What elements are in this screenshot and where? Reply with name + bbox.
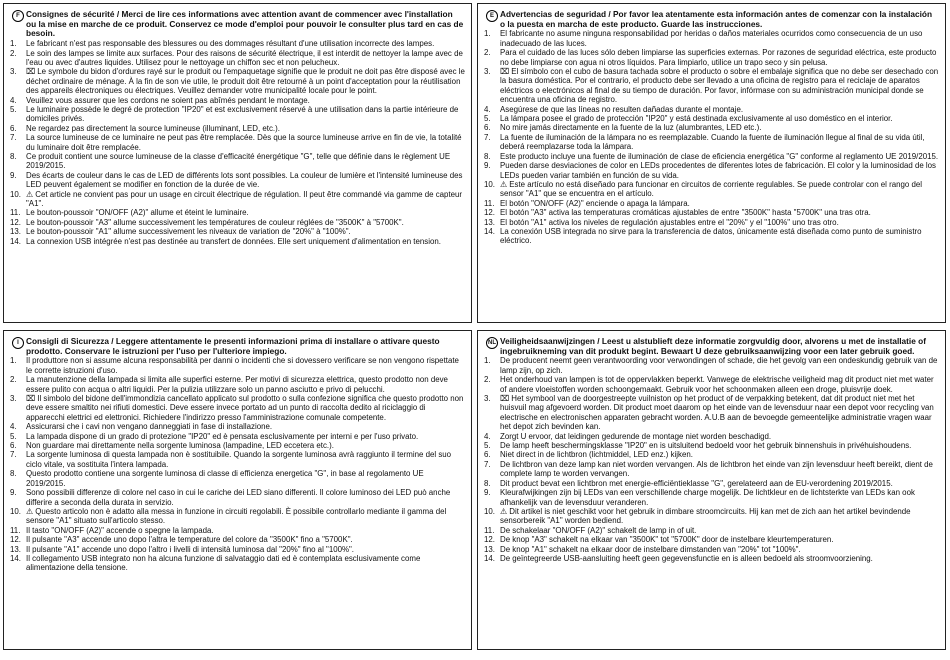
instruction-item <box>10 488 465 507</box>
item-number: 12. <box>484 535 495 545</box>
item-number: 13. <box>10 544 21 554</box>
item-number: 3. <box>10 394 17 404</box>
instruction-item <box>10 422 465 431</box>
item-number: 7. <box>10 450 17 460</box>
item-number: 11. <box>10 525 21 535</box>
instruction-item <box>484 535 939 544</box>
item-text: ⌧ El símbolo con el cubo de basura tachada sobre el producto o sobre el embalaje significa que no debe ser desechado con la basura doméstica. Por el contrario, el producto debe ser llevado a una oficina de registro para el reciclaje de aparatos eléctricos o electrónicos al final de su tiempo de duración. Por favor, infórmase con su administración municipal donde se encuentra una oficina de registro. <box>500 67 939 105</box>
language-badge-icon: I <box>12 337 24 349</box>
instruction-list <box>484 356 939 563</box>
item-text: El botón "ON/OFF (A2)" enciende o apaga la lámpara. <box>500 198 690 208</box>
item-text: Este producto incluye una fuente de iluminación de clase de eficiencia energética "G" conforme al reglamento UE 2019/2015. <box>500 151 939 161</box>
instruction-item <box>10 450 465 469</box>
panel-header-text: Veiligheidsaanwijzingen / Leest u alstublieft deze informatie zorgvuldig door, alvorens u met de installatie of ingebruikneming van dit produkt begint. Bewaart U deze gebruiksaanwijzing voor een later gebruik goed. <box>500 336 926 356</box>
instruction-item <box>484 356 939 375</box>
instruction-item <box>484 554 939 563</box>
language-badge-icon: NL <box>486 337 498 349</box>
item-number: 4. <box>10 422 17 432</box>
item-text: De geïntegreerde USB-aansluiting heeft geen gegevensfunctie en is alleen bedoeld als stroomvoorziening. <box>500 553 873 563</box>
item-text: La fuente de iluminación de la lámpara no es reemplazable. Cuando la fuente de iluminación llegue al final de su vida útil, deberá reemplazarse toda la lámpara. <box>500 132 925 152</box>
instruction-item <box>10 237 465 246</box>
item-text: Para el cuidado de las luces sólo deben limpiarse las superficies externas. Por razones de seguridad eléctrica, este producto no debe limpiarse con agua ni otros líquidos. Para limpiarlo, utilice un trapo seco y sin pelusa. <box>500 48 937 67</box>
item-text: Het onderhoud van lampen is tot de oppervlakken beperkt. Vanwege de elektrische veiligheid mag dit product niet met water of andere vloeistoffen worden schoongemaakt. Gebruik voor het schoonmaken alleen een droge, pluisvrije doek. <box>500 375 934 394</box>
instruction-item <box>484 105 939 114</box>
item-text: El fabricante no asume ninguna responsabilidad por heridas o daños materiales ocurridos como consecuencia de un uso inadecuado de las luces. <box>500 29 923 48</box>
item-text: Il tasto "ON/OFF (A2)" accende o spegne la lampada. <box>26 525 214 535</box>
panel-header <box>484 10 939 29</box>
instruction-item <box>10 208 465 217</box>
instruction-item <box>10 432 465 441</box>
item-text: Pueden darse desviaciones de color en LEDs procedentes de diferentes lotes de fabricación. El color y la luminosidad de los LEDs pueden variar también en función de su vida. <box>500 161 936 180</box>
item-number: 2. <box>10 48 17 58</box>
instruction-list <box>484 29 939 245</box>
instruction-item <box>10 356 465 375</box>
item-number: 14. <box>10 553 21 563</box>
instruction-item <box>484 227 939 246</box>
instruction-item <box>10 39 465 48</box>
item-number: 9. <box>484 161 491 171</box>
item-number: 13. <box>484 544 495 554</box>
instruction-item <box>484 479 939 488</box>
instruction-item <box>484 375 939 394</box>
item-text: Dit product bevat een lichtbron met energie-efficiëntieklasse "G", gerelateerd aan de EU-verordening 2019/2015. <box>500 478 893 488</box>
item-number: 13. <box>10 227 21 237</box>
item-text: De producent neemt geen verantwoording voor verwondingen of schade, die het gevolg van een ondeskundig gebruik van de lamp zijn, op zich. <box>500 356 938 375</box>
instruction-item <box>10 124 465 133</box>
item-text: La lampada dispone di un grado di protezione "IP20" ed è pensata esclusivamente per interni e per l'uso privato. <box>26 431 419 441</box>
safety-panel-es <box>477 3 946 323</box>
instruction-item <box>10 545 465 554</box>
item-text: La conexión USB integrada no sirve para la transferencia de datos, únicamente está diseñada como punto de suministro eléctrico. <box>500 226 922 246</box>
item-number: 3. <box>484 67 491 77</box>
instruction-item <box>484 450 939 459</box>
item-text: Ce produit contient une source lumineuse de la classe d'efficacité énergétique "G", telle que définie dans le règlement UE 2019/2015. <box>26 151 451 171</box>
panel-header <box>484 337 939 356</box>
item-number: 7. <box>10 133 17 143</box>
item-text: La sorgente luminosa di questa lampada non è sostituibile. Quando la sorgente luminosa avrà raggiunto il termine del suo ciclo vitale, va sostituita l'intera lampada. <box>26 450 452 469</box>
item-number: 5. <box>484 441 491 451</box>
instruction-item <box>484 29 939 48</box>
item-number: 11. <box>484 525 495 535</box>
item-number: 7. <box>484 132 491 142</box>
item-text: Zorgt U ervoor, dat leidingen gedurende de montage niet worden beschadigd. <box>500 431 772 441</box>
item-number: 1. <box>10 356 17 366</box>
item-number: 14. <box>484 553 495 563</box>
instruction-item <box>484 488 939 507</box>
instruction-item <box>484 432 939 441</box>
instruction-item <box>484 152 939 161</box>
item-number: 4. <box>10 95 17 105</box>
item-text: El botón "A1" activa los niveles de regulación ajustables entre el "20%" y el "100%" uno tras otro. <box>500 217 839 227</box>
instruction-item <box>10 441 465 450</box>
instruction-item <box>10 554 465 573</box>
item-text: ⌧ Het symbool van de doorgestreepte vuilniston op het product of de verpakking betekent, dat dit product niet met het huisvuil mag afgevoerd worden. Dit product moet daarom op het einde van de levensduur naar een depot voor recycling van electrische en electronischen apparaten gebracht worden. A.U.B aan de bevoegde gemeentelijke administratie vragen waar het depot zich bevinden kan. <box>500 394 934 432</box>
instruction-item <box>484 180 939 199</box>
item-number: 11. <box>484 198 495 208</box>
item-number: 8. <box>10 151 17 161</box>
instruction-item <box>10 171 465 190</box>
item-number: 2. <box>10 375 17 385</box>
instruction-item <box>10 469 465 488</box>
item-text: Le soin des lampes se limite aux surfaces. Pour des raisons de sécurité électrique, il est interdit de nettoyer la lampe avec de l'eau ou avec d'autres liquides. Utilisez pour le nettoyage un chiffon sec et non pelucheux. <box>26 48 463 67</box>
item-text: ⚠ Dit artikel is niet geschikt voor het gebruik in dimbare stroomcircuits. Hij kan met de zich aan het artikel bevindende sensorbereik "A1" worden bediend. <box>500 506 911 526</box>
item-number: 13. <box>484 217 495 227</box>
item-number: 9. <box>10 170 17 180</box>
language-badge-icon: E <box>486 10 498 22</box>
panel-header-text: Advertencias de seguridad / Por favor lea atentamente esta información antes de comenzar con la instalación o la puesta en marcha de este producto. Guarde las instrucciones. <box>500 9 933 29</box>
item-number: 12. <box>10 535 21 545</box>
item-number: 12. <box>10 217 21 227</box>
item-text: Le bouton-poussoir "A3" allume successivement les températures de couleur réglées de "3500K" à "5700K". <box>26 217 404 227</box>
item-number: 11. <box>10 208 21 218</box>
item-number: 1. <box>10 39 17 49</box>
instruction-item <box>484 114 939 123</box>
item-text: La manutenzione della lampada si limita alle superfici esterne. Per motivi di sicurezza elettrica, questo prodotto non deve essere pulito con acqua o altri liquidi. Per la pulizia utilizzare solo un panno asciutto e privo di pelucchi. <box>26 375 448 394</box>
item-text: De knop "A3" schakelt na elkaar van "3500K" tot "5700K" door de instelbare kleurtemperaturen. <box>500 535 834 545</box>
item-number: 7. <box>484 459 491 469</box>
instruction-item <box>484 208 939 217</box>
item-text: Assicurarsi che i cavi non vengano danneggiati in fase di installazione. <box>26 422 273 432</box>
item-number: 1. <box>484 29 491 39</box>
item-text: Asegúrese de que las líneas no resulten dañadas durante el montaje. <box>500 104 744 114</box>
item-text: La source lumineuse de ce luminaire ne peut pas être remplacée. Dès que la source lumineuse arrive en fin de vie, la totalité du luminaire doit être remplacée. <box>26 133 462 152</box>
item-number: 8. <box>484 151 491 161</box>
panel-header <box>10 337 465 356</box>
item-text: Ne regardez pas directement la source lumineuse (illuminant, LED, etc.). <box>26 123 280 133</box>
instruction-item <box>10 49 465 68</box>
item-number: 1. <box>484 356 491 366</box>
item-number: 6. <box>10 441 17 451</box>
safety-panel-nl <box>477 330 946 650</box>
instruction-item <box>10 507 465 526</box>
item-number: 10. <box>10 189 21 199</box>
item-text: Questo prodotto contiene una sorgente luminosa di classe di efficienza energetica "G", in base al regolamento UE 2019/2015. <box>26 469 424 488</box>
item-text: De schakelaar "ON/OFF (A2)" schakelt de lamp in of uit. <box>500 525 697 535</box>
item-text: Kleurafwijkingen zijn bij LEDs van een verschillende charge mogelijk. De lichtkleur en de lichtsterkte van LEDs kan ook afhankelijk van de levensduur veranderen. <box>500 488 915 507</box>
instruction-item <box>484 441 939 450</box>
item-number: 3. <box>10 67 17 77</box>
item-text: De lichtbron van deze lamp kan niet worden vervangen. Als de lichtbron het einde van zijn levensduur heeft bereikt, dient de complete lamp te worden vervangen. <box>500 459 933 479</box>
item-number: 2. <box>484 48 491 58</box>
instruction-item <box>10 96 465 105</box>
item-text: Sono possibili differenze di colore nel caso in cui le cariche dei LED siano differenti. Il colore luminoso dei LED può anche differire a seconda della durata in servizio. <box>26 488 451 507</box>
item-text: ⌧ Il simbolo del bidone dell'immondizia cancellato applicato sul prodotto o sulla confezione significa che questo prodotto non deve essere smaltito nei rifiuti domestici. Deve essere invece portato ad un punto di raccolta dedito al riciclaggio di apparecchi elettrici ed elettronici. Richiedere l'indirizzo presso l'amministrazione comunale competente. <box>26 394 464 422</box>
item-number: 6. <box>10 123 17 133</box>
item-number: 10. <box>484 179 495 189</box>
instruction-list <box>10 39 465 246</box>
item-number: 8. <box>10 469 17 479</box>
instruction-item <box>484 218 939 227</box>
item-number: 14. <box>484 226 495 236</box>
item-number: 10. <box>484 506 495 516</box>
instruction-list <box>10 356 465 572</box>
instruction-item <box>484 199 939 208</box>
item-text: Des écarts de couleur dans le cas de LED de différents lots sont possibles. La couleur de lumière et l'intensité lumineuse des LED peuvent également se modifier en fonction de la durée de vie. <box>26 170 463 190</box>
item-text: ⚠ Cet article ne convient pas pour un usage en circuit électrique de régulation. Il peut être commandé via gamme de capteur "A1". <box>26 189 463 209</box>
item-number: 2. <box>484 375 491 385</box>
item-text: El botón "A3" activa las temperaturas cromáticas ajustables de entre "3500K" hasta "5700K" una tras otra. <box>500 208 871 218</box>
panel-header-text: Consignes de sécurité / Merci de lire ces informations avec attention avant de commencer avec l'installation ou la mise en marche de ce produit. Conservez ce mode d'emploi pour pouvoir le consulter plus tard en cas de besoin. <box>26 9 464 39</box>
instruction-item <box>484 123 939 132</box>
item-text: De knop "A1" schakelt na elkaar door de instelbare dimstanden van "20%" tot "100%". <box>500 544 801 554</box>
item-number: 6. <box>484 450 491 460</box>
instruction-item <box>10 526 465 535</box>
instruction-item <box>484 67 939 105</box>
instruction-item <box>10 133 465 152</box>
instruction-item <box>484 161 939 180</box>
item-number: 5. <box>10 104 17 114</box>
item-number: 4. <box>484 431 491 441</box>
instruction-item <box>10 105 465 124</box>
item-text: Il collegamento USB integrato non ha alcuna funzione di salvataggio dati ed è contemplata esclusivamente come alimentazione della tensione. <box>26 553 421 573</box>
item-text: Le fabricant n'est pas responsable des blessures ou des dommages résultant d'une utilisation incorrecte des lampes. <box>26 39 435 49</box>
item-number: 9. <box>484 488 491 498</box>
instruction-item <box>10 535 465 544</box>
item-text: Niet direct in de lichtbron (lichtmiddel, LED enz.) kijken. <box>500 450 693 460</box>
item-number: 12. <box>484 208 495 218</box>
item-number: 14. <box>10 236 21 246</box>
item-text: La connexion USB intégrée n'est pas destinée au transfert de données. Elle sert uniquement d'alimentation en tension. <box>26 236 441 246</box>
instruction-item <box>484 526 939 535</box>
safety-panel-it <box>3 330 472 650</box>
item-text: Il produttore non si assume alcuna responsabilità per danni o incidenti che si dovessero verificare se non vengono rispettate le corrette istruzioni d'uso. <box>26 356 459 375</box>
safety-panel-fr <box>3 3 472 323</box>
item-number: 6. <box>484 123 491 133</box>
item-number: 5. <box>484 114 491 124</box>
instruction-item <box>484 507 939 526</box>
item-number: 9. <box>10 488 17 498</box>
instruction-item <box>484 133 939 152</box>
language-badge-icon: F <box>12 10 24 22</box>
item-text: Il pulsante "A3" accende uno dopo l'altra le temperature del colore da "3500K" fino a "5700K". <box>26 535 353 545</box>
item-text: Il pulsante "A1" accende uno dopo l'altro i livelli di intensità luminosa dal "20%" fino al "100%". <box>26 544 354 554</box>
panel-header-text: Consigli di Sicurezza / Leggere attentamente le presenti informazioni prima di installare o attivare questo prodotto. Conservare le istruzioni per l'uso per l'ulteriore impiego. <box>26 336 440 356</box>
item-number: 4. <box>484 104 491 114</box>
item-text: Veuillez vous assurer que les cordons ne soient pas abîmés pendant le montage. <box>26 95 310 105</box>
instruction-item <box>484 394 939 432</box>
instruction-item <box>10 227 465 236</box>
instruction-item <box>484 545 939 554</box>
item-text: Le luminaire possède le degré de protection "IP20" et est exclusivement réservé à une utilisation dans la partie intérieure de domiciles privés. <box>26 104 459 124</box>
instruction-item <box>10 394 465 422</box>
item-number: 8. <box>484 478 491 488</box>
item-number: 10. <box>10 506 21 516</box>
item-text: Le bouton-poussoir "A1" allume successivement les niveaux de variation de "20%" à "100%". <box>26 227 351 237</box>
item-text: ⚠ Este artículo no está diseñado para funcionar en circuitos de corriente regulables. Se puede controlar con el rango del sensor "A1" que se encuentra en el artículo. <box>500 179 923 199</box>
instruction-item <box>10 375 465 394</box>
panel-header <box>10 10 465 39</box>
item-text: ⌧ Le symbole du bidon d'ordures rayé sur le produit ou l'empaquetage signifie que le produit ne doit pas être disposé avec le déchet ordinaire de ménage. À la fin de son vie utile, le produit doit être retourné à un point d'acceptation pour la réutilisation des appareils électroniques ou électriques. Veuillez demander votre municipalité locale pour le point. <box>26 67 465 96</box>
item-text: La lámpara posee el grado de protección "IP20" y está destinada exclusivamente al uso doméstico en el interior. <box>500 114 893 124</box>
item-text: No mire jamás directamente en la fuente de la luz (alumbrantes, LED etc.). <box>500 123 762 133</box>
item-text: ⚠ Questo articolo non è adatto alla messa in funzione in circuiti regolabili. È possibile controllarlo mediante il gamma del sensore "A1" situato sull'articolo stesso. <box>26 506 447 526</box>
item-text: Le bouton-poussoir "ON/OFF (A2)" allume et éteint le luminaire. <box>26 208 249 218</box>
item-number: 5. <box>10 431 17 441</box>
instruction-item <box>484 48 939 67</box>
instruction-item <box>10 218 465 227</box>
instruction-item <box>10 190 465 209</box>
item-number: 3. <box>484 394 491 404</box>
item-text: Non guardare mai direttamente nella sorgente luminosa (lampadine, LED eccetera etc.). <box>26 441 334 451</box>
instruction-item <box>10 152 465 171</box>
instruction-item <box>484 460 939 479</box>
item-text: De lamp heeft beschermingsklasse "IP20" en is uitsluitend bedoeld voor het gebruik binnenshuis in privéhuishoudens. <box>500 441 912 451</box>
instruction-item <box>10 67 465 95</box>
